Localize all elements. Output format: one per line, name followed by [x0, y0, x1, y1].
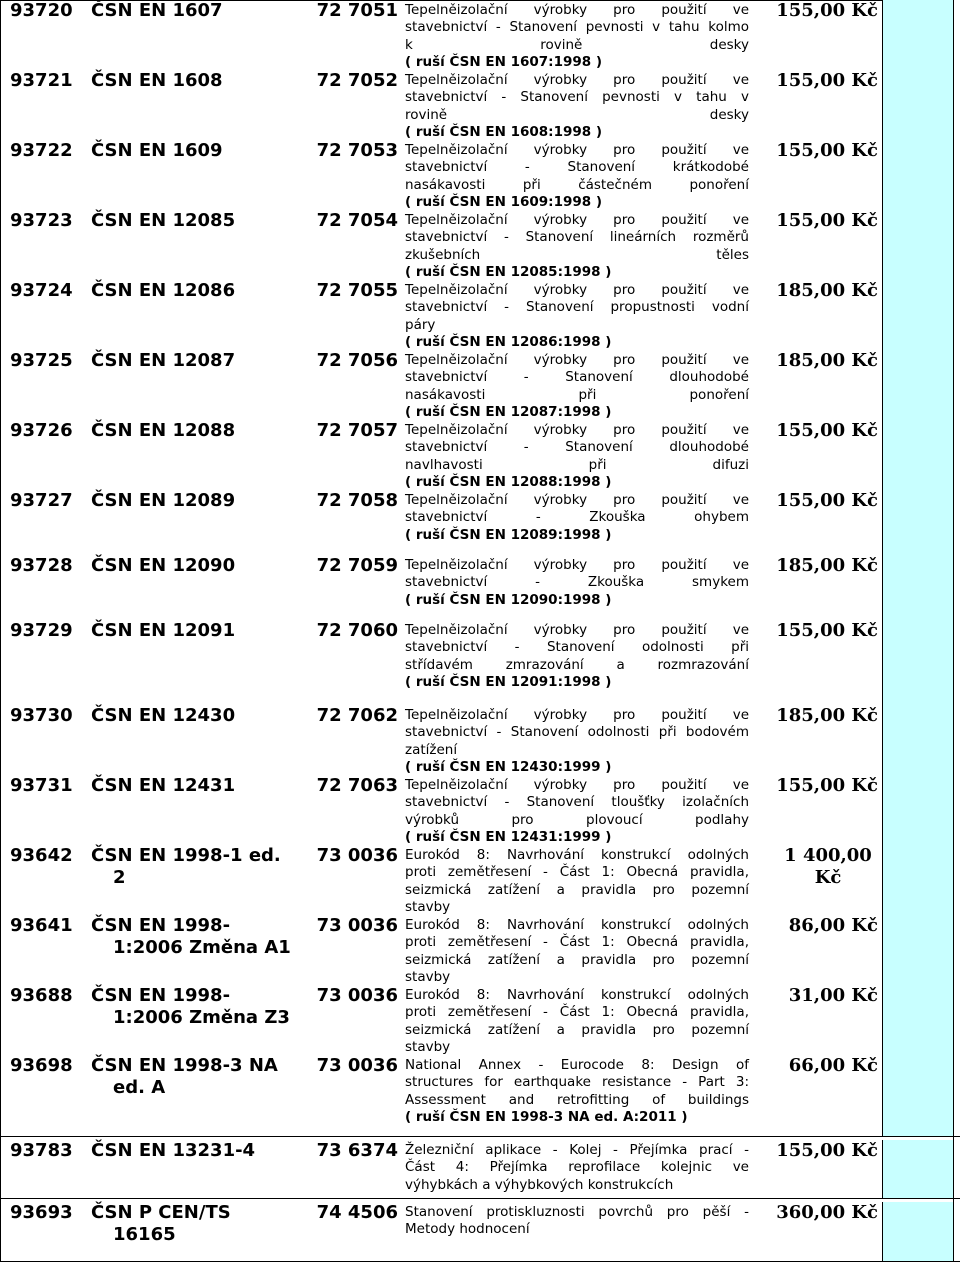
description-line: seizmická zatížení a pravidla pro pozemní	[405, 951, 749, 968]
classification-code: 73 0036	[316, 915, 398, 936]
table-row	[0, 705, 960, 775]
replaces-note: ( ruší ČSN EN 1607:1998 )	[405, 53, 603, 70]
price: 155,00 Kč	[776, 620, 878, 641]
standard-description	[405, 212, 749, 281]
catalog-number: 93693	[10, 1202, 73, 1223]
description-line: Eurokód 8: Navrhování konstrukcí odolných	[405, 987, 749, 1003]
price: 155,00 Kč	[776, 1140, 878, 1161]
replaces-note: ( ruší ČSN EN 12088:1998 )	[405, 473, 612, 490]
table-row	[0, 845, 960, 915]
price: 155,00 Kč	[776, 70, 878, 91]
order-cell[interactable]	[882, 1202, 953, 1261]
catalog-number: 93722	[10, 140, 73, 161]
price: 1 400,00 Kč	[784, 845, 872, 888]
catalog-number: 93698	[10, 1055, 73, 1076]
order-cell[interactable]	[882, 620, 953, 705]
standard-designation: ČSN EN 1998-3 NA ed. A	[91, 1055, 278, 1098]
price: 66,00 Kč	[788, 1055, 878, 1076]
classification-code: 72 7057	[316, 420, 398, 441]
description-line: Eurokód 8: Navrhování konstrukcí odolných	[405, 847, 749, 863]
standard-designation: ČSN EN 12091	[91, 620, 236, 641]
replaces-note: ( ruší ČSN EN 12089:1998 )	[405, 526, 612, 543]
standard-designation: ČSN EN 12087	[91, 350, 236, 371]
description-line: stavebnictví - Stanovení pevnosti v tahu kolmo	[405, 19, 749, 36]
classification-code: 72 7062	[316, 705, 398, 726]
table-row	[0, 915, 960, 985]
description-line: stavby	[405, 968, 451, 985]
description-line: seizmická zatížení a pravidla pro pozemní	[405, 1021, 749, 1038]
price: 86,00 Kč	[788, 915, 878, 936]
standard-description	[405, 987, 749, 1056]
standard-designation: ČSN EN 1998-1 ed. 2	[91, 845, 281, 888]
standard-description	[405, 777, 749, 846]
catalog-number: 93720	[10, 0, 73, 21]
replaces-note: ( ruší ČSN EN 12087:1998 )	[405, 403, 612, 420]
description-line: zkušebních těles	[405, 246, 749, 263]
description-line: stavebnictví - Stanovení krátkodobé	[405, 159, 749, 176]
replaces-note: ( ruší ČSN EN 1609:1998 )	[405, 193, 603, 210]
catalog-number: 93725	[10, 350, 73, 371]
standard-designation: ČSN EN 12431	[91, 775, 236, 796]
order-cell[interactable]	[882, 0, 953, 70]
price: 360,00 Kč	[776, 1202, 878, 1223]
classification-code: 74 4506	[316, 1202, 398, 1223]
standard-description	[405, 622, 749, 691]
catalog-number: 93728	[10, 555, 73, 576]
order-cell[interactable]	[882, 985, 953, 1055]
table-row	[0, 775, 960, 845]
standard-description	[405, 557, 749, 609]
replaces-note: ( ruší ČSN EN 12090:1998 )	[405, 591, 612, 608]
description-line: Tepelněizolační výrobky pro použití ve	[405, 72, 749, 88]
table-row	[0, 70, 960, 140]
catalog-number: 93730	[10, 705, 73, 726]
description-line: Tepelněizolační výrobky pro použití ve	[405, 142, 749, 158]
standard-description	[405, 72, 749, 141]
table-row	[0, 350, 960, 420]
description-line: Tepelněizolační výrobky pro použití ve	[405, 777, 749, 793]
price: 155,00 Kč	[776, 775, 878, 796]
description-line: stavebnictví - Zkouška ohybem	[405, 509, 749, 526]
table-row	[0, 1202, 960, 1261]
price: 185,00 Kč	[776, 280, 878, 301]
description-line: stavebnictví - Stanovení dlouhodobé	[405, 369, 749, 386]
order-cell[interactable]	[882, 705, 953, 775]
description-line: stavebnictví - Zkouška smykem	[405, 574, 749, 591]
replaces-note: ( ruší ČSN EN 1998-3 NA ed. A:2011 )	[405, 1108, 688, 1125]
standard-designation: ČSN EN 12430	[91, 705, 236, 726]
description-line: výhybkách a výhybkových konstrukcích	[405, 1176, 674, 1193]
description-line: výrobků pro plovoucí podlahy	[405, 811, 749, 828]
table-row	[0, 620, 960, 705]
catalog-number: 93726	[10, 420, 73, 441]
classification-code: 72 7060	[316, 620, 398, 641]
row-separator	[0, 1198, 960, 1199]
table-row	[0, 1140, 960, 1198]
description-line: Assessment and retrofitting of buildings	[405, 1091, 749, 1108]
table-row	[0, 985, 960, 1055]
classification-code: 73 0036	[316, 985, 398, 1006]
classification-code: 72 7052	[316, 70, 398, 91]
table-row	[0, 0, 960, 70]
replaces-note: ( ruší ČSN EN 12085:1998 )	[405, 263, 612, 280]
order-cell[interactable]	[882, 915, 953, 985]
price: 155,00 Kč	[776, 0, 878, 21]
standard-description	[405, 422, 749, 491]
standard-designation: ČSN EN 1998-1:2006 Změna A1	[91, 915, 291, 958]
order-cell[interactable]	[882, 280, 953, 350]
order-cell[interactable]	[882, 775, 953, 845]
description-line: k rovině desky	[405, 36, 749, 53]
catalog-number: 93724	[10, 280, 73, 301]
order-cell[interactable]	[882, 350, 953, 420]
replaces-note: ( ruší ČSN EN 12431:1999 )	[405, 828, 612, 845]
catalog-number: 93727	[10, 490, 73, 511]
catalog-number: 93721	[10, 70, 73, 91]
classification-code: 72 7051	[316, 0, 398, 21]
standard-designation: ČSN EN 1607	[91, 0, 223, 21]
standard-description	[405, 917, 749, 986]
order-cell[interactable]	[882, 1055, 953, 1136]
description-line: Tepelněizolační výrobky pro použití ve	[405, 422, 749, 438]
description-line: stavebnictví - Stanovení tloušťky izolačních	[405, 794, 749, 811]
replaces-note: ( ruší ČSN EN 12430:1999 )	[405, 758, 612, 775]
description-line: nasákavosti při ponoření	[405, 386, 749, 403]
classification-code: 72 7056	[316, 350, 398, 371]
classification-code: 73 0036	[316, 1055, 398, 1076]
price: 155,00 Kč	[776, 140, 878, 161]
description-line: stavby	[405, 1038, 451, 1055]
description-line: proti zemětřesení - Část 1: Obecná pravidla,	[405, 864, 749, 881]
order-cell[interactable]	[882, 210, 953, 280]
standard-designation: ČSN EN 12086	[91, 280, 236, 301]
order-cell[interactable]	[882, 140, 953, 210]
description-line: stavebnictví - Stanovení propustnosti vodní	[405, 299, 749, 316]
row-separator	[0, 1136, 960, 1137]
order-cell[interactable]	[882, 420, 953, 490]
standard-description	[405, 282, 749, 351]
description-line: stavebnictví - Stanovení odolnosti při	[405, 639, 749, 656]
description-line: Eurokód 8: Navrhování konstrukcí odolných	[405, 917, 749, 933]
classification-code: 73 0036	[316, 845, 398, 866]
description-line: stavebnictví - Stanovení pevnosti v tahu v	[405, 89, 749, 106]
catalog-number: 93729	[10, 620, 73, 641]
standard-designation: ČSN EN 12089	[91, 490, 236, 511]
classification-code: 73 6374	[316, 1140, 398, 1161]
table-row	[0, 490, 960, 555]
description-line: nasákavosti při částečném ponoření	[405, 176, 749, 193]
description-line: stavebnictví - Stanovení dlouhodobé	[405, 439, 749, 456]
price: 31,00 Kč	[788, 985, 878, 1006]
table-row	[0, 555, 960, 620]
price: 155,00 Kč	[776, 490, 878, 511]
standard-designation: ČSN EN 1609	[91, 140, 223, 161]
table-row	[0, 420, 960, 490]
description-line: Tepelněizolační výrobky pro použití ve	[405, 352, 749, 368]
standard-designation: ČSN EN 1608	[91, 70, 223, 91]
standard-designation: ČSN EN 12085	[91, 210, 236, 231]
standard-designation: ČSN EN 12090	[91, 555, 236, 576]
standard-description	[405, 707, 749, 776]
replaces-note: ( ruší ČSN EN 1608:1998 )	[405, 123, 603, 140]
description-line: Metody hodnocení	[405, 1221, 530, 1238]
description-line: stavby	[405, 898, 451, 915]
table-row	[0, 210, 960, 280]
order-cell[interactable]	[882, 845, 953, 915]
replaces-note: ( ruší ČSN EN 12091:1998 )	[405, 673, 612, 690]
standard-description	[405, 1204, 749, 1239]
description-line: zatížení	[405, 741, 458, 758]
order-cell[interactable]	[882, 70, 953, 140]
price: 155,00 Kč	[776, 420, 878, 441]
standard-description	[405, 2, 749, 71]
classification-code: 72 7053	[316, 140, 398, 161]
order-cell[interactable]	[882, 1140, 953, 1198]
description-line: Stanovení protiskluznosti povrchů pro pěší -	[405, 1204, 749, 1220]
price: 185,00 Kč	[776, 350, 878, 371]
description-line: Tepelněizolační výrobky pro použití ve	[405, 622, 749, 638]
catalog-number: 93688	[10, 985, 73, 1006]
standard-description	[405, 492, 749, 544]
catalog-number: 93731	[10, 775, 73, 796]
description-line: páry	[405, 316, 436, 333]
description-line: rovině desky	[405, 106, 749, 123]
classification-code: 72 7059	[316, 555, 398, 576]
replaces-note: ( ruší ČSN EN 12086:1998 )	[405, 333, 612, 350]
description-line: proti zemětřesení - Část 1: Obecná pravidla,	[405, 1004, 749, 1021]
description-line: Tepelněizolační výrobky pro použití ve	[405, 707, 749, 723]
description-line: Železniční aplikace - Kolej - Přejímka prací -	[405, 1142, 749, 1158]
catalog-number: 93642	[10, 845, 73, 866]
standard-description	[405, 1142, 749, 1194]
classification-code: 72 7055	[316, 280, 398, 301]
description-line: Tepelněizolační výrobky pro použití ve	[405, 557, 749, 573]
description-line: Tepelněizolační výrobky pro použití ve	[405, 282, 749, 298]
description-line: stavebnictví - Stanovení odolnosti při bodovém	[405, 724, 749, 741]
table-row	[0, 1055, 960, 1136]
description-line: Část 4: Přejímka reprofilace kolejnic ve	[405, 1159, 749, 1176]
standard-designation: ČSN P CEN/TS 16165	[91, 1202, 231, 1245]
order-cell[interactable]	[882, 490, 953, 555]
standard-designation: ČSN EN 13231-4	[91, 1140, 256, 1161]
standard-description	[405, 847, 749, 916]
standard-description	[405, 352, 749, 421]
classification-code: 72 7058	[316, 490, 398, 511]
catalog-number: 93783	[10, 1140, 73, 1161]
table-row	[0, 140, 960, 210]
price: 185,00 Kč	[776, 555, 878, 576]
order-cell[interactable]	[882, 555, 953, 620]
description-line: structures for earthquake resistance - Part 3:	[405, 1074, 749, 1091]
description-line: Tepelněizolační výrobky pro použití ve	[405, 492, 749, 508]
price: 155,00 Kč	[776, 210, 878, 231]
table-row	[0, 280, 960, 350]
description-line: National Annex - Eurocode 8: Design of	[405, 1057, 749, 1073]
description-line: proti zemětřesení - Část 1: Obecná pravidla,	[405, 934, 749, 951]
classification-code: 72 7063	[316, 775, 398, 796]
classification-code: 72 7054	[316, 210, 398, 231]
catalog-number: 93641	[10, 915, 73, 936]
standard-description	[405, 142, 749, 211]
price: 185,00 Kč	[776, 705, 878, 726]
description-line: stavebnictví - Stanovení lineárních rozměrů	[405, 229, 749, 246]
standard-designation: ČSN EN 1998-1:2006 Změna Z3	[91, 985, 290, 1028]
standard-designation: ČSN EN 12088	[91, 420, 236, 441]
description-line: seizmická zatížení a pravidla pro pozemní	[405, 881, 749, 898]
standard-description	[405, 1057, 749, 1126]
description-line: navlhavosti při difuzi	[405, 456, 749, 473]
description-line: Tepelněizolační výrobky pro použití ve	[405, 212, 749, 228]
description-line: Tepelněizolační výrobky pro použití ve	[405, 2, 749, 18]
description-line: střídavém zmrazování a rozmrazování	[405, 656, 749, 673]
catalog-number: 93723	[10, 210, 73, 231]
